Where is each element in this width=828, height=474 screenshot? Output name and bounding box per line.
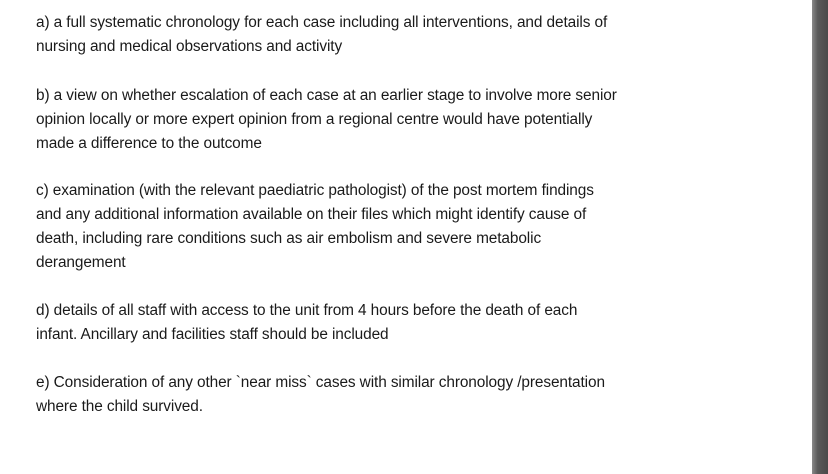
paragraph-e: e) Consideration of any other `near miss` cases with similar chronology /presentation where the child survived. (36, 374, 605, 415)
paragraph-b: b) a view on whether escalation of each case at an earlier stage to involve more senior opinion locally or more expert opinion from a regional centre would have potentially made a difference to the outcome (36, 87, 617, 152)
paragraph-d: d) details of all staff with access to the unit from 4 hours before the death of each infant. Ancillary and facilities staff should be included (36, 302, 578, 343)
paragraph-c: c) examination (with the relevant paediatric pathologist) of the post mortem findings and any additional information available on their files which might identify cause of death, including rare conditions such as air embolism and severe metabolic derangement (36, 182, 594, 271)
paragraph-a: a) a full systematic chronology for each case including all interventions, and details of nursing and medical observations and activity (36, 14, 608, 55)
page-edge-shadow (812, 0, 828, 474)
